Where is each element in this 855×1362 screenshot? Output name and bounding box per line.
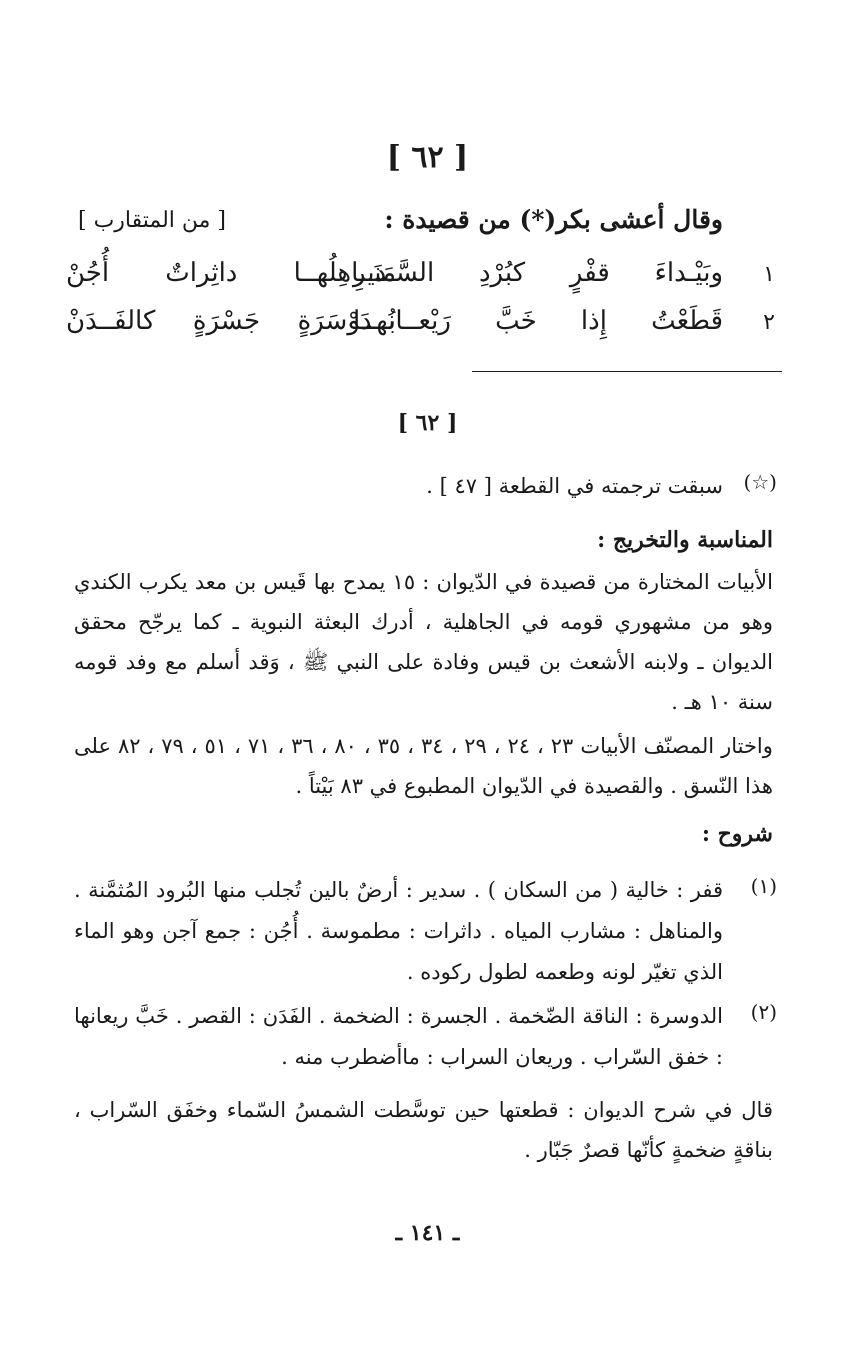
verse-line: [66, 306, 775, 350]
verse-number: ١: [763, 262, 775, 287]
notes-poem-number: [ ٦٢ ]: [397, 410, 458, 436]
selection-paragraph: واختار المصنّف الأبيات ٢٣ ، ٢٤ ، ٢٩ ، ٣٤ ، ٣٥ ، ٨٠ ، ٣٦ ، ٧١ ، ٥١ ، ٧٩ ، ٨٢ على هذا النّسق . والقصيدة في الدّيوان المطبوع في ٨٣ بَيْتاً .: [74, 734, 773, 798]
verse-first-hemistich: وبَيْـداءَ قفْرٍ كبُرْدِ السَّـديرِ: [353, 258, 723, 288]
verse-line: [66, 258, 775, 302]
footnote-marker: (☆): [743, 470, 777, 494]
verse-number: ٢: [763, 310, 775, 335]
poem-meter: [ من المتقارب ]: [78, 208, 227, 233]
poem-intro: وقال أعشى بكر(*) من قصيدة :: [384, 205, 723, 234]
page-number: ـ ١٤١ ـ: [395, 1220, 460, 1246]
commentary-heading: شروح :: [701, 821, 773, 847]
occasion-heading: المناسبة والتخريج :: [597, 527, 773, 553]
commentary-closing: قال في شرح الديوان : قطعتها حين توسَّطت الشمسُ السّماء وخفَق السّراب ، بناقةٍ ضخمةٍ كأنّها قصرٌ جَبّار .: [74, 1098, 773, 1162]
verse-second-hemistich: مَنَــاهِلُهــا داثِراتٌ أُجُنْ: [66, 258, 396, 288]
commentary-marker: (١): [750, 874, 777, 898]
footnote-text: سبقت ترجمته في القطعة [ ٤٧ ] .: [426, 474, 723, 498]
verse-first-hemistich: قَطَعْتُ إِذا خَبَّ رَيْعــانُهــا: [353, 306, 723, 336]
occasion-paragraph: الأبيات المختارة من قصيدة في الدّيوان : ١٥ يمدح بها قَيس بن معد يكرب الكندي وهو من مشهوري قومه في الجاهلية ، أدرك البعثة النبوية ـ كما يرجّح محقق الديوان ـ ولابنه الأشعث بن قيس وفادة على النبي ﷺ ، وَقد أسلم مع وفد قومه سنة ١٠ هـ .: [74, 570, 773, 714]
poem-number: [ ٦٢ ]: [386, 140, 469, 175]
commentary-marker: (٢): [750, 1000, 777, 1024]
section-divider: [472, 371, 782, 372]
verse-second-hemistich: بــدَوْسَرَةٍ جَسْرَةٍ كالفَــدَنْ: [66, 306, 396, 336]
commentary-item: الدوسرة : الناقة الضّخمة . الجسرة : الضخمة . الفَدَن : القصر . خَبَّ ريعانها : خفق السّراب . وريعان السراب : ماأضطرب منه .: [74, 1004, 723, 1069]
commentary-item: قفر : خالية ( من السكان ) . سدير : أرضٌ بالين تُجلب منها البُرود المُثمَّنة . والمناهل : مشارب المياه . داثرات : مطموسة . أُجُن : جمع آجن وهو الماء الذي تغيّر لونه وطعمه لطول ركوده .: [74, 878, 723, 984]
